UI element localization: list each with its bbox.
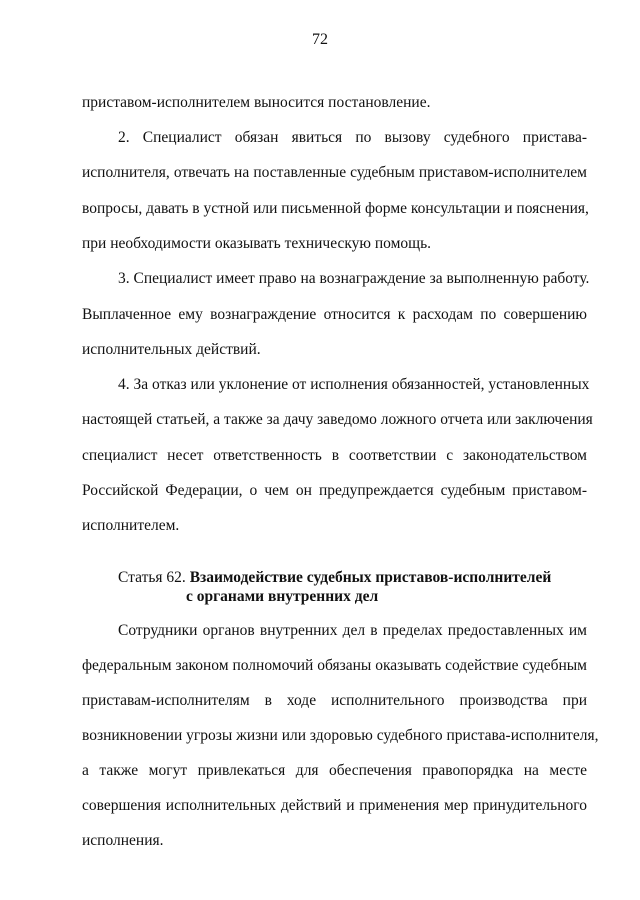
text-line: а также могут привлекаться для обеспечения правопорядка на месте [82,762,587,779]
text-line: при необходимости оказывать техническую помощь. [82,235,432,252]
text-line: совершения исполнительных действий и применения мер принудительного [82,797,587,814]
article-label: Статья 62. [118,569,186,586]
page-number: 72 [312,31,328,48]
text-line: настоящей статьей, а также за дачу заведомо ложного отчета или заключения [82,411,593,428]
text-line: возникновении угрозы жизни или здоровью судебного пристава-исполнителя, [82,727,599,744]
text-line: исполнения. [82,832,164,849]
text-line: 4. За отказ или уклонение от исполнения обязанностей, установленных [118,376,590,393]
text-line: приставом-исполнителем выносится постановление. [82,94,431,111]
text-line: исполнителя, отвечать на поставленные судебным приставом-исполнителем [82,164,587,181]
text-line: 2. Специалист обязан явиться по вызову судебного пристава- [118,129,587,146]
article-heading [118,568,588,606]
article-title-part-1: Взаимодействие судебных приставов-исполнителей [189,569,552,586]
text-line: исполнительных действий. [82,341,261,358]
text-line: Сотрудники органов внутренних дел в пределах предоставленных им [118,622,587,639]
text-line: 3. Специалист имеет право на вознаграждение за выполненную работу. [118,270,590,287]
text-line: исполнителем. [82,517,180,534]
article-heading-line-1 [118,568,588,587]
text-line: Российской Федерации, о чем он предупреждается судебным приставом- [82,482,587,499]
text-line: приставам-исполнителям в ходе исполнительного производства при [82,692,587,709]
text-line: федеральным законом полномочий обязаны оказывать содействие судебным [82,657,587,674]
text-line: Выплаченное ему вознаграждение относится к расходам по совершению [82,306,587,323]
text-line: специалист несет ответственность в соответствии с законодательством [82,447,587,464]
text-line: вопросы, давать в устной или письменной форме консультации и пояснения, [82,200,589,217]
article-title-part-2: с органами внутренних дел [186,588,379,605]
